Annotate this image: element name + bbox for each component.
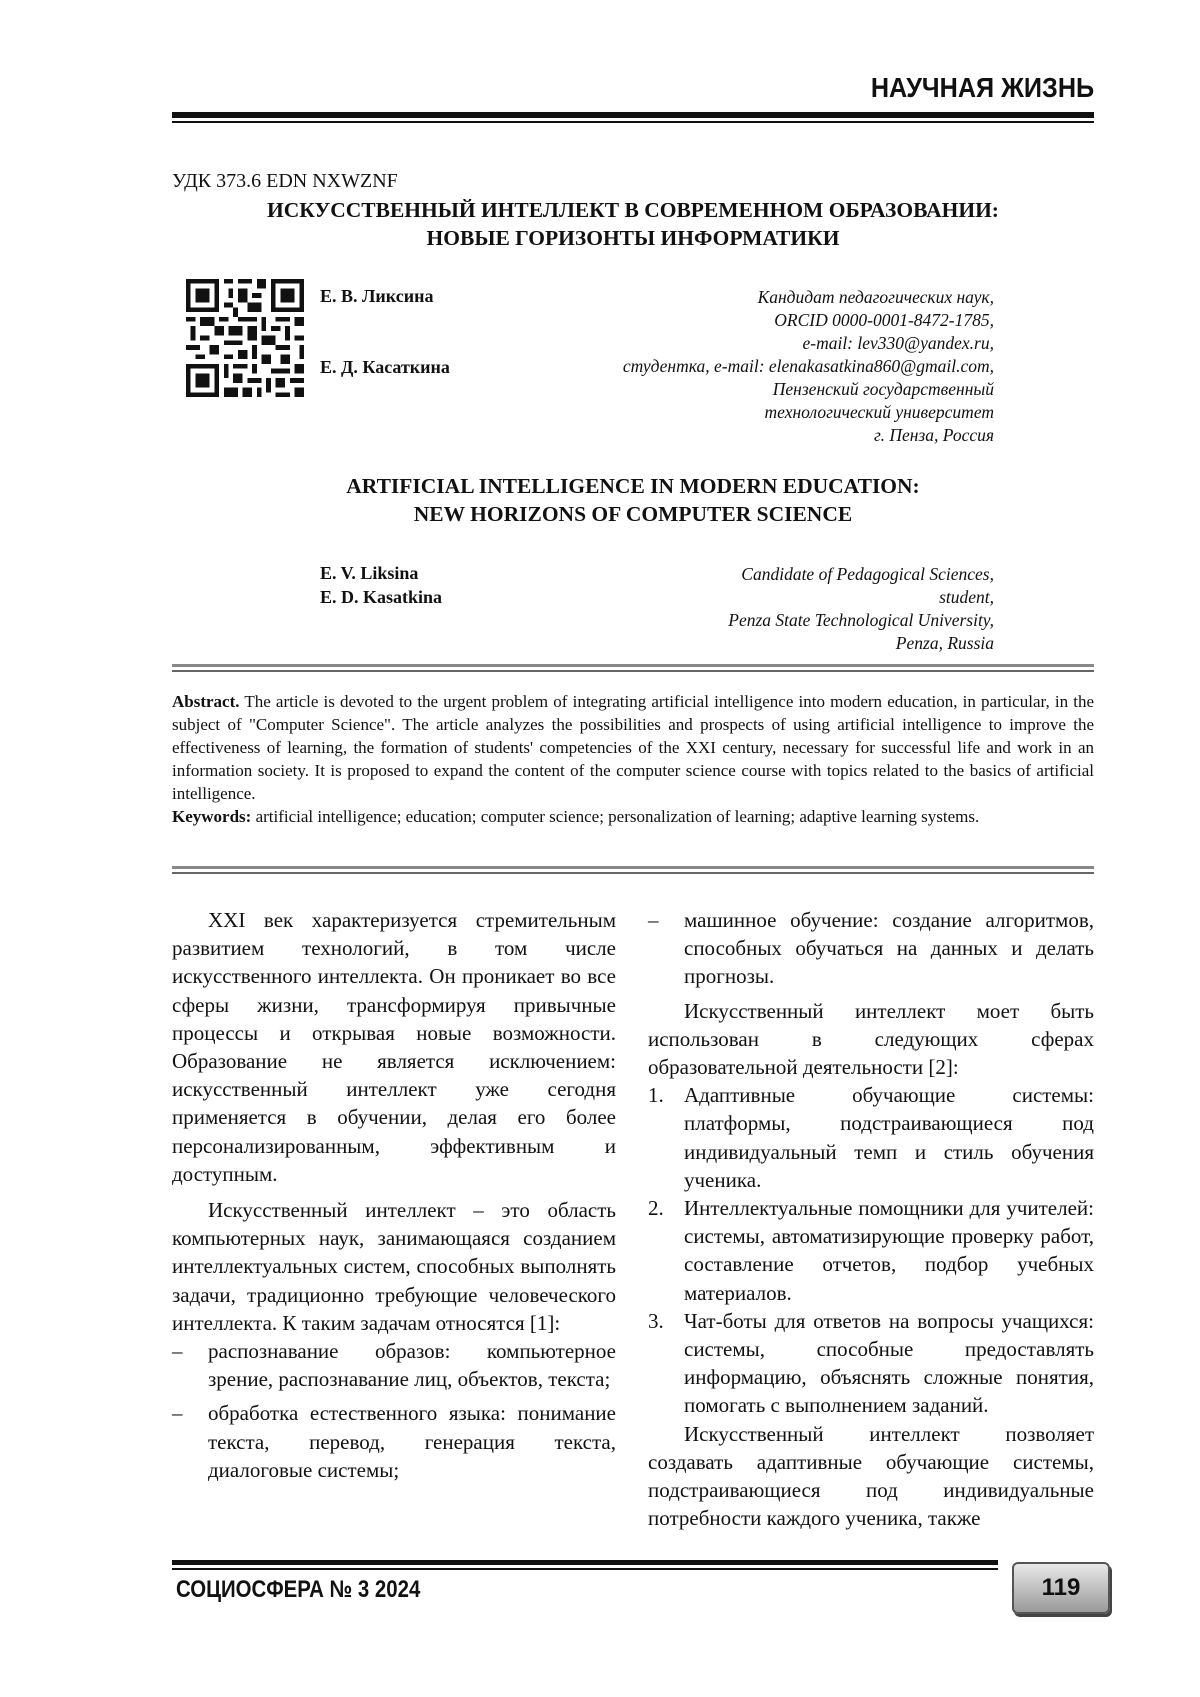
title-en-line2: NEW HORIZONS OF COMPUTER SCIENCE	[413, 502, 853, 526]
aff-ru-line: технологический университет	[764, 402, 994, 422]
aff-ru-line: ORCID 0000-0001-8472-1785,	[774, 310, 994, 330]
author-en-2: E. D. Kasatkina	[320, 587, 443, 607]
list-item	[172, 1337, 616, 1393]
section-title: НАУЧНАЯ ЖИЗНЬ	[870, 72, 1094, 103]
title-ru-line2: НОВЫЕ ГОРИЗОНТЫ ИНФОРМАТИКИ	[426, 226, 840, 250]
udc-code: УДК 373.6 EDN NXWZNF	[172, 170, 398, 192]
aff-en-line: Penza, Russia	[895, 633, 994, 653]
keywords-label: Keywords:	[172, 807, 252, 826]
affiliation-ru	[623, 286, 994, 447]
body-left-column	[172, 906, 616, 1484]
number-marker: 2.	[648, 1196, 664, 1221]
aff-en-line: Candidate of Pedagogical Sciences,	[741, 564, 994, 584]
author-ru-1: Е. В. Ликсина	[320, 286, 434, 306]
footer-rule-thick	[172, 1560, 998, 1565]
abstract-text: The article is devoted to the urgent problem of integrating artificial intelligence into modern education, in particular, in the subject of "Computer Science". The article analyzes the possibilities and prospects of using artificial intelligence to improve the effectiveness of learning, the formation of students' competencies of the XXI century, necessary for successful life and work in an information society. It is proposed to expand the content of the computer science course with topics related to the basics of artificial intelligence.	[172, 692, 1094, 803]
aff-ru-line: г. Пенза, Россия	[874, 425, 994, 445]
header-rule-thick	[172, 112, 1094, 118]
title-en-line1: ARTIFICIAL INTELLIGENCE IN MODERN EDUCATION:	[346, 474, 920, 498]
body-right-column	[648, 906, 1094, 1532]
article-title-en	[172, 472, 1094, 528]
numbered-item	[648, 1194, 1094, 1307]
list-item	[172, 1399, 616, 1484]
journal-issue: СОЦИОСФЕРА № 3 2024	[176, 1576, 421, 1603]
abstract-bottom-rule-2	[172, 872, 1094, 874]
abstract-label: Abstract.	[172, 692, 240, 711]
author-ru-2: Е. Д. Касаткина	[320, 357, 450, 377]
aff-ru-line: Пензенский государственный	[772, 379, 994, 399]
list-item-text: распознавание образов: компьютерное зрение, распознавание лиц, объектов, текста;	[208, 1339, 616, 1392]
abstract-top-rule-2	[172, 670, 1094, 672]
page-number: 119	[1012, 1562, 1110, 1614]
qr-code-icon	[186, 279, 304, 397]
body-paragraph: Искусственный интеллект – это область компьютерных наук, занимающаяся созданием интеллектуальных систем, способных выполнять задачи, традиционно требующие человеческого интеллекта. К таким задачам относятся [1]:	[172, 1198, 616, 1335]
list-item-text: обработка естественного языка: понимание текста, перевод, генерация текста, диалоговые системы;	[208, 1401, 616, 1482]
aff-en-line: Penza State Technological University,	[728, 610, 994, 630]
aff-ru-line: студентка, e-mail: elenakasatkina860@gmail.com,	[622, 356, 994, 376]
keywords-text: artificial intelligence; education; computer science; personalization of learning; adaptive learning systems.	[251, 807, 980, 826]
dash-marker: –	[648, 908, 659, 932]
abstract-top-rule	[172, 664, 1094, 667]
article-title-ru	[172, 196, 1094, 252]
numbered-item	[648, 1081, 1094, 1194]
author-en-1: E. V. Liksina	[320, 563, 419, 583]
body-paragraph: Искусственный интеллект позволяет создавать адаптивные обучающие системы, подстраивающиеся под индивидуальные потребности каждого ученика, также	[648, 1421, 1094, 1531]
numbered-item-text: Чат-боты для ответов на вопросы учащихся: системы, способные предоставлять информацию, объяснять сложные понятия, помогать с выполнением заданий.	[684, 1308, 1094, 1418]
aff-en-line: student,	[939, 587, 994, 607]
aff-ru-line: e-mail: lev330@yandex.ru,	[802, 333, 994, 353]
body-paragraph: Искусственный интеллект моет быть использован в следующих сферах образовательной деятельности [2]:	[648, 998, 1094, 1080]
number-marker: 3.	[648, 1308, 664, 1333]
list-item	[648, 906, 1094, 991]
dash-marker: –	[172, 1339, 183, 1364]
title-ru-line1: ИСКУССТВЕННЫЙ ИНТЕЛЛЕКТ В СОВРЕМЕННОМ ОБРАЗОВАНИИ:	[267, 198, 999, 222]
numbered-item-text: Адаптивные обучающие системы: платформы, подстраивающиеся под индивидуальный темп и стиль обучения ученика.	[684, 1083, 1094, 1192]
numbered-item	[648, 1307, 1094, 1420]
numbered-item-text: Интеллектуальные помощники для учителей: системы, автоматизирующие проверку работ, составление отчетов, подбор учебных материалов.	[684, 1196, 1094, 1305]
header-rule-thin	[172, 121, 1094, 123]
list-item-text: машинное обучение: создание алгоритмов, способных обучаться на данных и делать прогнозы.	[684, 908, 1094, 989]
number-marker: 1.	[648, 1083, 664, 1108]
abstract	[172, 690, 1094, 828]
abstract-bottom-rule	[172, 866, 1094, 869]
dash-marker: –	[172, 1401, 183, 1426]
body-paragraph: XXI век характеризуется стремительным развитием технологий, в том числе искусственного интеллекта. Он проникает во все сферы жизни, трансформируя привычные процессы и открывая новые возможности. Образование не является исключением: искусственный интеллект уже сегодня применяется в обучении, делая его более персонализированным, эффективным и доступным.	[172, 908, 616, 1186]
footer-rule-thin	[172, 1568, 998, 1570]
aff-ru-line: Кандидат педагогических наук,	[757, 287, 994, 307]
affiliation-en	[728, 563, 994, 655]
